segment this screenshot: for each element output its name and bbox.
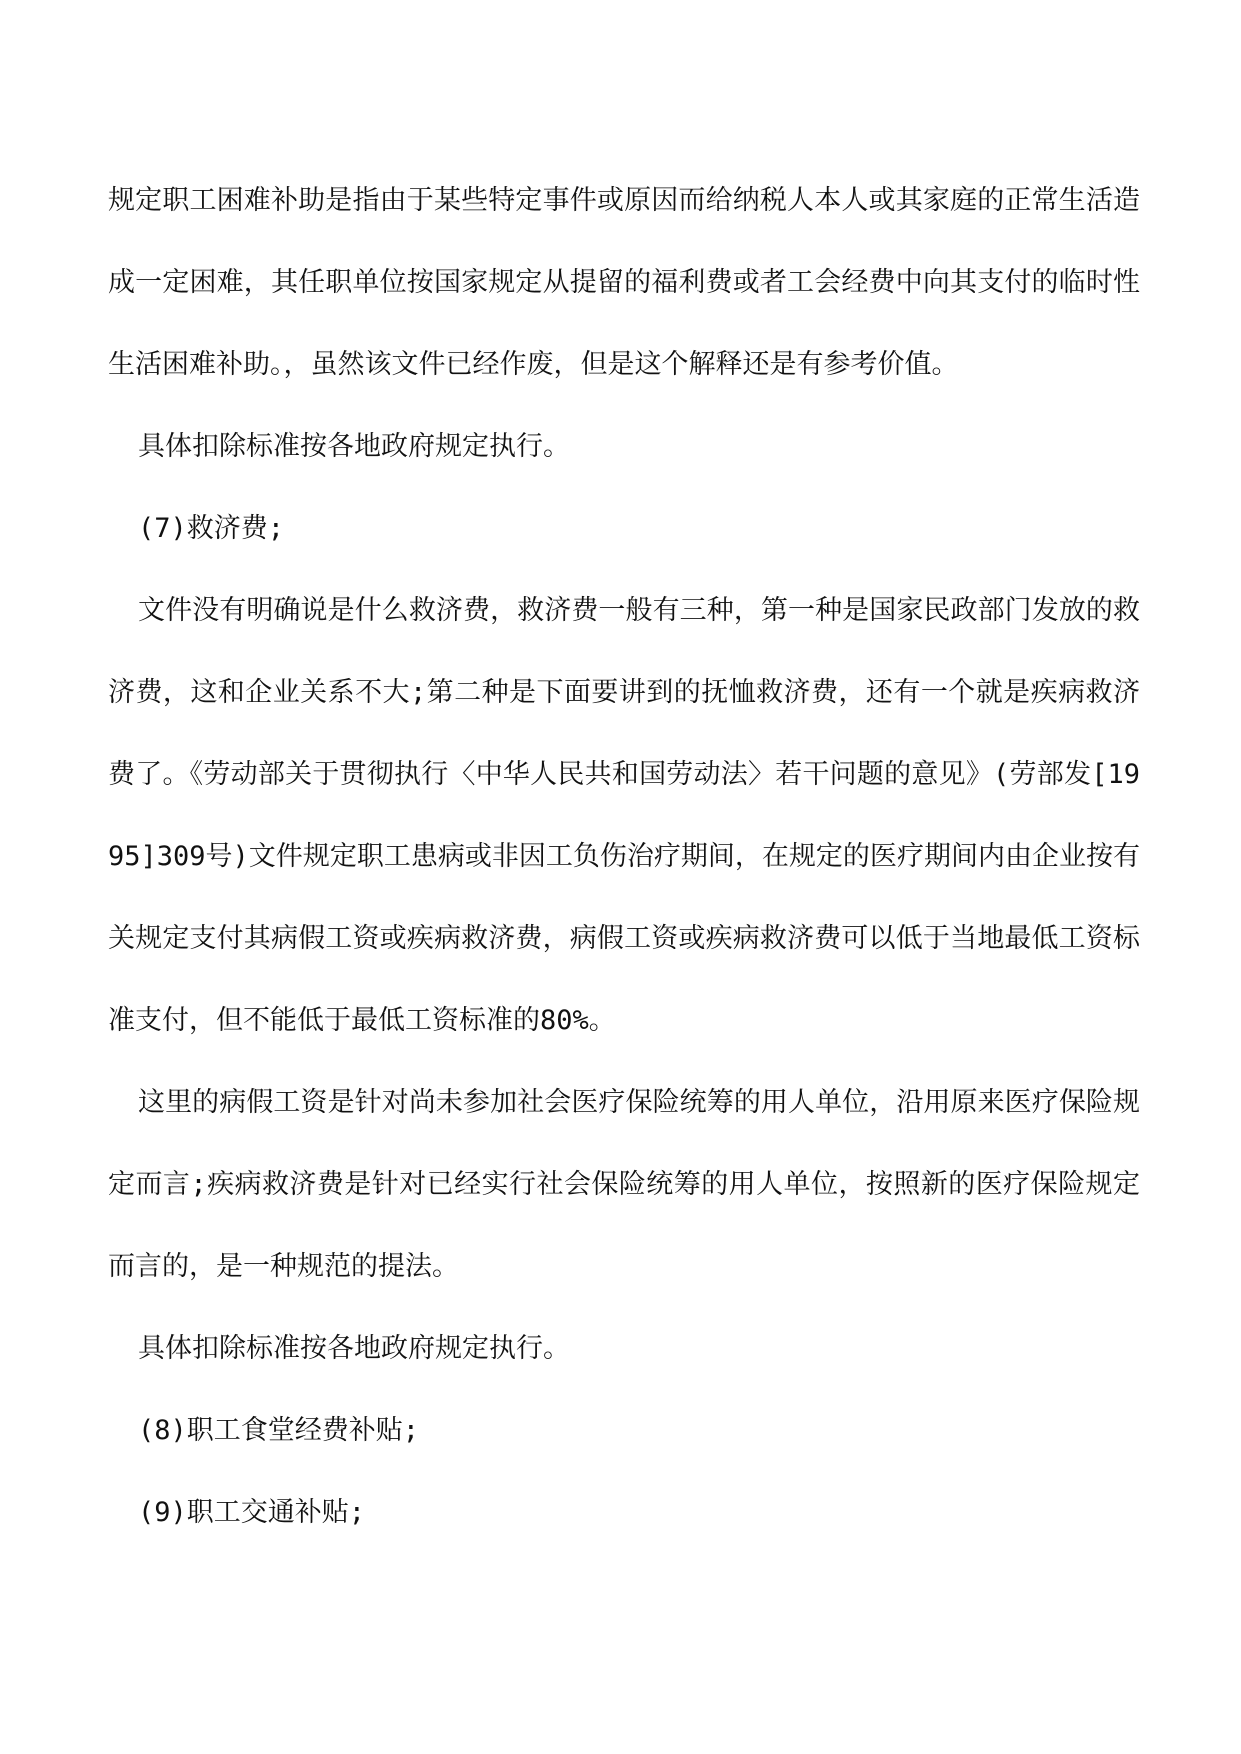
document-body [108, 160, 1140, 1554]
paragraph-sick-pay-explanation: 这里的病假工资是针对尚未参加社会医疗保险统筹的用人单位，沿用原来医疗保险规定而言;疾病救济费是针对已经实行社会保险统筹的用人单位，按照新的医疗保险规定而言的，是一种规范的提法。 [108, 1087, 1140, 1282]
paragraph-deduction-standard-repeat: 具体扣除标准按各地政府规定执行。 [138, 1333, 570, 1364]
item-7-relief-fee: (7)救济费; [138, 513, 285, 544]
item-9-transport-subsidy: (9)职工交通补贴; [138, 1497, 366, 1528]
paragraph-relief-fee-types: 文件没有明确说是什么救济费，救济费一般有三种，第一种是国家民政部门发放的救济费，这和企业关系不大;第二种是下面要讲到的抚恤救济费，还有一个就是疾病救济费了。《劳动部关于贯彻执行〈中华人民共和国劳动法〉若干问题的意见》(劳部发[1995]309号)文件规定职工患病或非因工负伤治疗期间，在规定的医疗期间内由企业按有关规定支付其病假工资或疾病救济费，病假工资或疾病救济费可以低于当地最低工资标准支付，但不能低于最低工资标准的80%。 [108, 595, 1140, 1036]
paragraph-hardship-subsidy-definition: 规定职工困难补助是指由于某些特定事件或原因而给纳税人本人或其家庭的正常生活造成一定困难，其任职单位按国家规定从提留的福利费或者工会经费中向其支付的临时性生活困难补助。，虽然该文件已经作废，但是这个解释还是有参考价值。 [108, 185, 1140, 380]
paragraph-deduction-standard: 具体扣除标准按各地政府规定执行。 [138, 431, 570, 462]
item-8-canteen-subsidy: (8)职工食堂经费补贴; [138, 1415, 420, 1446]
